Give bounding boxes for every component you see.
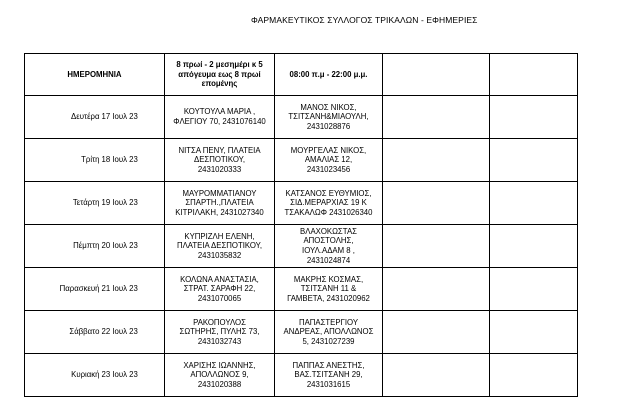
weekday-cell: Τετάρτη: [25, 182, 101, 225]
pharmacy-line: ΧΑΡΙΣΗΣ ΙΩΑΝΝΗΣ,: [183, 360, 256, 370]
weekday-cell: Παρασκευή: [25, 268, 101, 311]
empty-cell: [490, 225, 578, 268]
pharmacy-line: ΜΑΚΡΗΣ ΚΟΣΜΑΣ,: [293, 274, 364, 284]
pharmacy-line: 2431031615: [306, 379, 351, 389]
table-row: [25, 225, 578, 268]
empty-cell: [490, 268, 578, 311]
empty-cell: [383, 182, 490, 225]
pharmacy-line: ΔΕΣΠΟΤΙΚΟΥ,: [194, 155, 245, 165]
day-shift-pharmacy-cell: [275, 139, 383, 182]
pharmacy-line: ΜΑΝΟΣ ΝΙΚΟΣ,: [300, 102, 357, 112]
split-shift-pharmacy-cell: [165, 354, 275, 397]
roster-body: [25, 96, 578, 397]
pharmacy-line: ΑΜΑΛΙΑΣ 12,: [304, 155, 353, 165]
empty-cell: [490, 182, 578, 225]
day-shift-pharmacy-cell: [275, 354, 383, 397]
empty-cell: [490, 96, 578, 139]
pharmacy-line: ΡΑΚΟΠΟΥΛΟΣ: [193, 317, 246, 327]
pharmacy-line: ΜΑΥΡΟΜΜΑΤΙΑΝΟΥ: [182, 188, 257, 198]
table-row: [25, 96, 578, 139]
weekday-cell: Δευτέρα: [25, 96, 101, 139]
pharmacy-line: 2431020388: [197, 379, 242, 389]
pharmacy-line: ΚΟΥΤΟΥΛΑ ΜΑΡΙΑ ,: [183, 107, 256, 117]
split-shift-pharmacy-cell: [165, 96, 275, 139]
pharmacy-line: ΜΟΥΡΓΕΛΑΣ ΝΙΚΟΣ,: [290, 145, 367, 155]
pharmacy-line: ΤΣΙΤΣΑΝΗ&ΜΙΑΟΥΛΗ,: [288, 112, 369, 122]
day-shift-pharmacy-cell: [275, 311, 383, 354]
table-header-row: [25, 54, 578, 96]
pharmacy-line: ΑΝΔΡΕΑΣ, ΑΠΟΛΛΩΝΟΣ: [283, 327, 374, 337]
pharmacy-line: ΚΟΛΩΝΑ ΑΝΑΣΤΑΣΙΑ,: [180, 274, 259, 284]
weekday-cell: Σάββατο: [25, 311, 101, 354]
pharmacy-line: 2431023456: [306, 164, 351, 174]
pharmacy-line: ΣΤΡΑΤ. ΣΑΡΑΦΗ 22,: [183, 284, 256, 294]
pharmacy-line: ΚΙΤΡΙΛΑΚΗ, 2431027340: [175, 207, 264, 217]
pharmacy-line: 5, 2431027239: [302, 336, 355, 346]
day-shift-pharmacy-cell: [275, 225, 383, 268]
pharmacy-line: ΓΑΜΒΕΤΑ, 2431020962: [287, 293, 370, 303]
pharmacy-line: 2431020333: [197, 164, 242, 174]
table-row: [25, 268, 578, 311]
duty-roster-table: [24, 53, 578, 397]
date-cell: 17 Ιουλ 23: [101, 96, 165, 139]
table-row: [25, 139, 578, 182]
empty-cell: [383, 96, 490, 139]
table-row: [25, 182, 578, 225]
date-cell: 19 Ιουλ 23: [101, 182, 165, 225]
empty-cell: [383, 311, 490, 354]
pharmacy-line: ΝΙΤΣΑ ΠΕΝΥ, ΠΛΑΤΕΙΑ: [178, 145, 261, 155]
weekday-cell: Κυριακή: [25, 354, 101, 397]
document-title: ΦΑΡΜΑΚΕΥΤΙΚΟΣ ΣΥΛΛΟΓΟΣ ΤΡΙΚΑΛΩΝ - ΕΦΗΜΕΡΙΕΣ: [251, 15, 478, 25]
date-cell: 18 Ιουλ 23: [101, 139, 165, 182]
header-empty-cell: [383, 54, 490, 96]
pharmacy-line: ΒΛΑΧΟΚΩΣΤΑΣ: [300, 226, 357, 236]
split-shift-pharmacy-cell: [165, 225, 275, 268]
header-day-shift: 08:00 π.μ - 22:00 μ.μ.: [275, 54, 383, 96]
header-date: ΗΜΕΡΟΜΗΝΙΑ: [25, 54, 165, 96]
date-cell: 23 Ιουλ 23: [101, 354, 165, 397]
split-shift-pharmacy-cell: [165, 182, 275, 225]
empty-cell: [383, 354, 490, 397]
weekday-cell: Πέμπτη: [25, 225, 101, 268]
pharmacy-line: ΤΣΑΚΑΛΩΦ 2431026340: [284, 207, 373, 217]
table-row: [25, 354, 578, 397]
pharmacy-line: ΙΟΥΛ.ΑΔΑΜ 8 ,: [302, 246, 355, 255]
pharmacy-line: 2431032743: [197, 336, 242, 346]
pharmacy-line: ΑΠΟΛΛΩΝΟΣ 9,: [190, 370, 249, 380]
pharmacy-line: 2431024874: [306, 255, 351, 265]
date-cell: 22 Ιουλ 23: [101, 311, 165, 354]
pharmacy-line: ΒΑΣ.ΤΣΙΤΣΑΝΗ 29,: [294, 370, 363, 380]
pharmacy-line: ΚΑΤΣΑΝΟΣ ΕΥΘΥΜΙΟΣ,: [285, 188, 372, 198]
pharmacy-line: 2431070065: [197, 293, 242, 303]
pharmacy-line: ΚΥΠΡΙΖΛΗ ΕΛΕΝΗ,: [184, 231, 255, 241]
pharmacy-line: ΣΠΑΡΤΗ.,ΠΛΑΤΕΙΑ: [185, 198, 254, 208]
date-cell: 21 Ιουλ 23: [101, 268, 165, 311]
pharmacy-line: ΣΩΤΗΡΗΣ, ΠΥΛΗΣ 73,: [179, 327, 260, 337]
pharmacy-line: ΠΑΠΠΑΣ ΑΝΕΣΤΗΣ,: [292, 360, 365, 370]
pharmacy-line: ΤΣΙΤΣΑΝΗ 11 &: [300, 284, 357, 294]
pharmacy-line: ΦΛΕΓΙΟΥ 70, 2431076140: [173, 117, 266, 126]
day-shift-pharmacy-cell: [275, 268, 383, 311]
date-cell: 20 Ιουλ 23: [101, 225, 165, 268]
split-shift-pharmacy-cell: [165, 139, 275, 182]
empty-cell: [383, 225, 490, 268]
day-shift-pharmacy-cell: [275, 96, 383, 139]
split-shift-pharmacy-cell: [165, 311, 275, 354]
header-empty-cell: [490, 54, 578, 96]
pharmacy-line: ΣΙΔ.ΜΕΡΑΡΧΙΑΣ 19 Κ: [290, 198, 367, 208]
weekday-cell: Τρίτη: [25, 139, 101, 182]
empty-cell: [383, 139, 490, 182]
table-row: [25, 311, 578, 354]
empty-cell: [490, 139, 578, 182]
day-shift-pharmacy-cell: [275, 182, 383, 225]
pharmacy-line: 2431028876: [306, 121, 351, 131]
pharmacy-line: 2431035832: [197, 250, 242, 260]
header-split-shift: 8 πρωί - 2 μεσημέρι κ 5 απόγευμα εως 8 πρωί επομένης: [165, 54, 275, 96]
pharmacy-line: ΠΑΠΑΣΤΕΡΓΙΟΥ: [298, 317, 359, 327]
empty-cell: [490, 311, 578, 354]
empty-cell: [383, 268, 490, 311]
empty-cell: [490, 354, 578, 397]
split-shift-pharmacy-cell: [165, 268, 275, 311]
pharmacy-line: ΑΠΟΣΤΟΛΗΣ,: [303, 236, 354, 246]
pharmacy-line: ΠΛΑΤΕΙΑ ΔΕΣΠΟΤΙΚΟΥ,: [176, 241, 263, 251]
